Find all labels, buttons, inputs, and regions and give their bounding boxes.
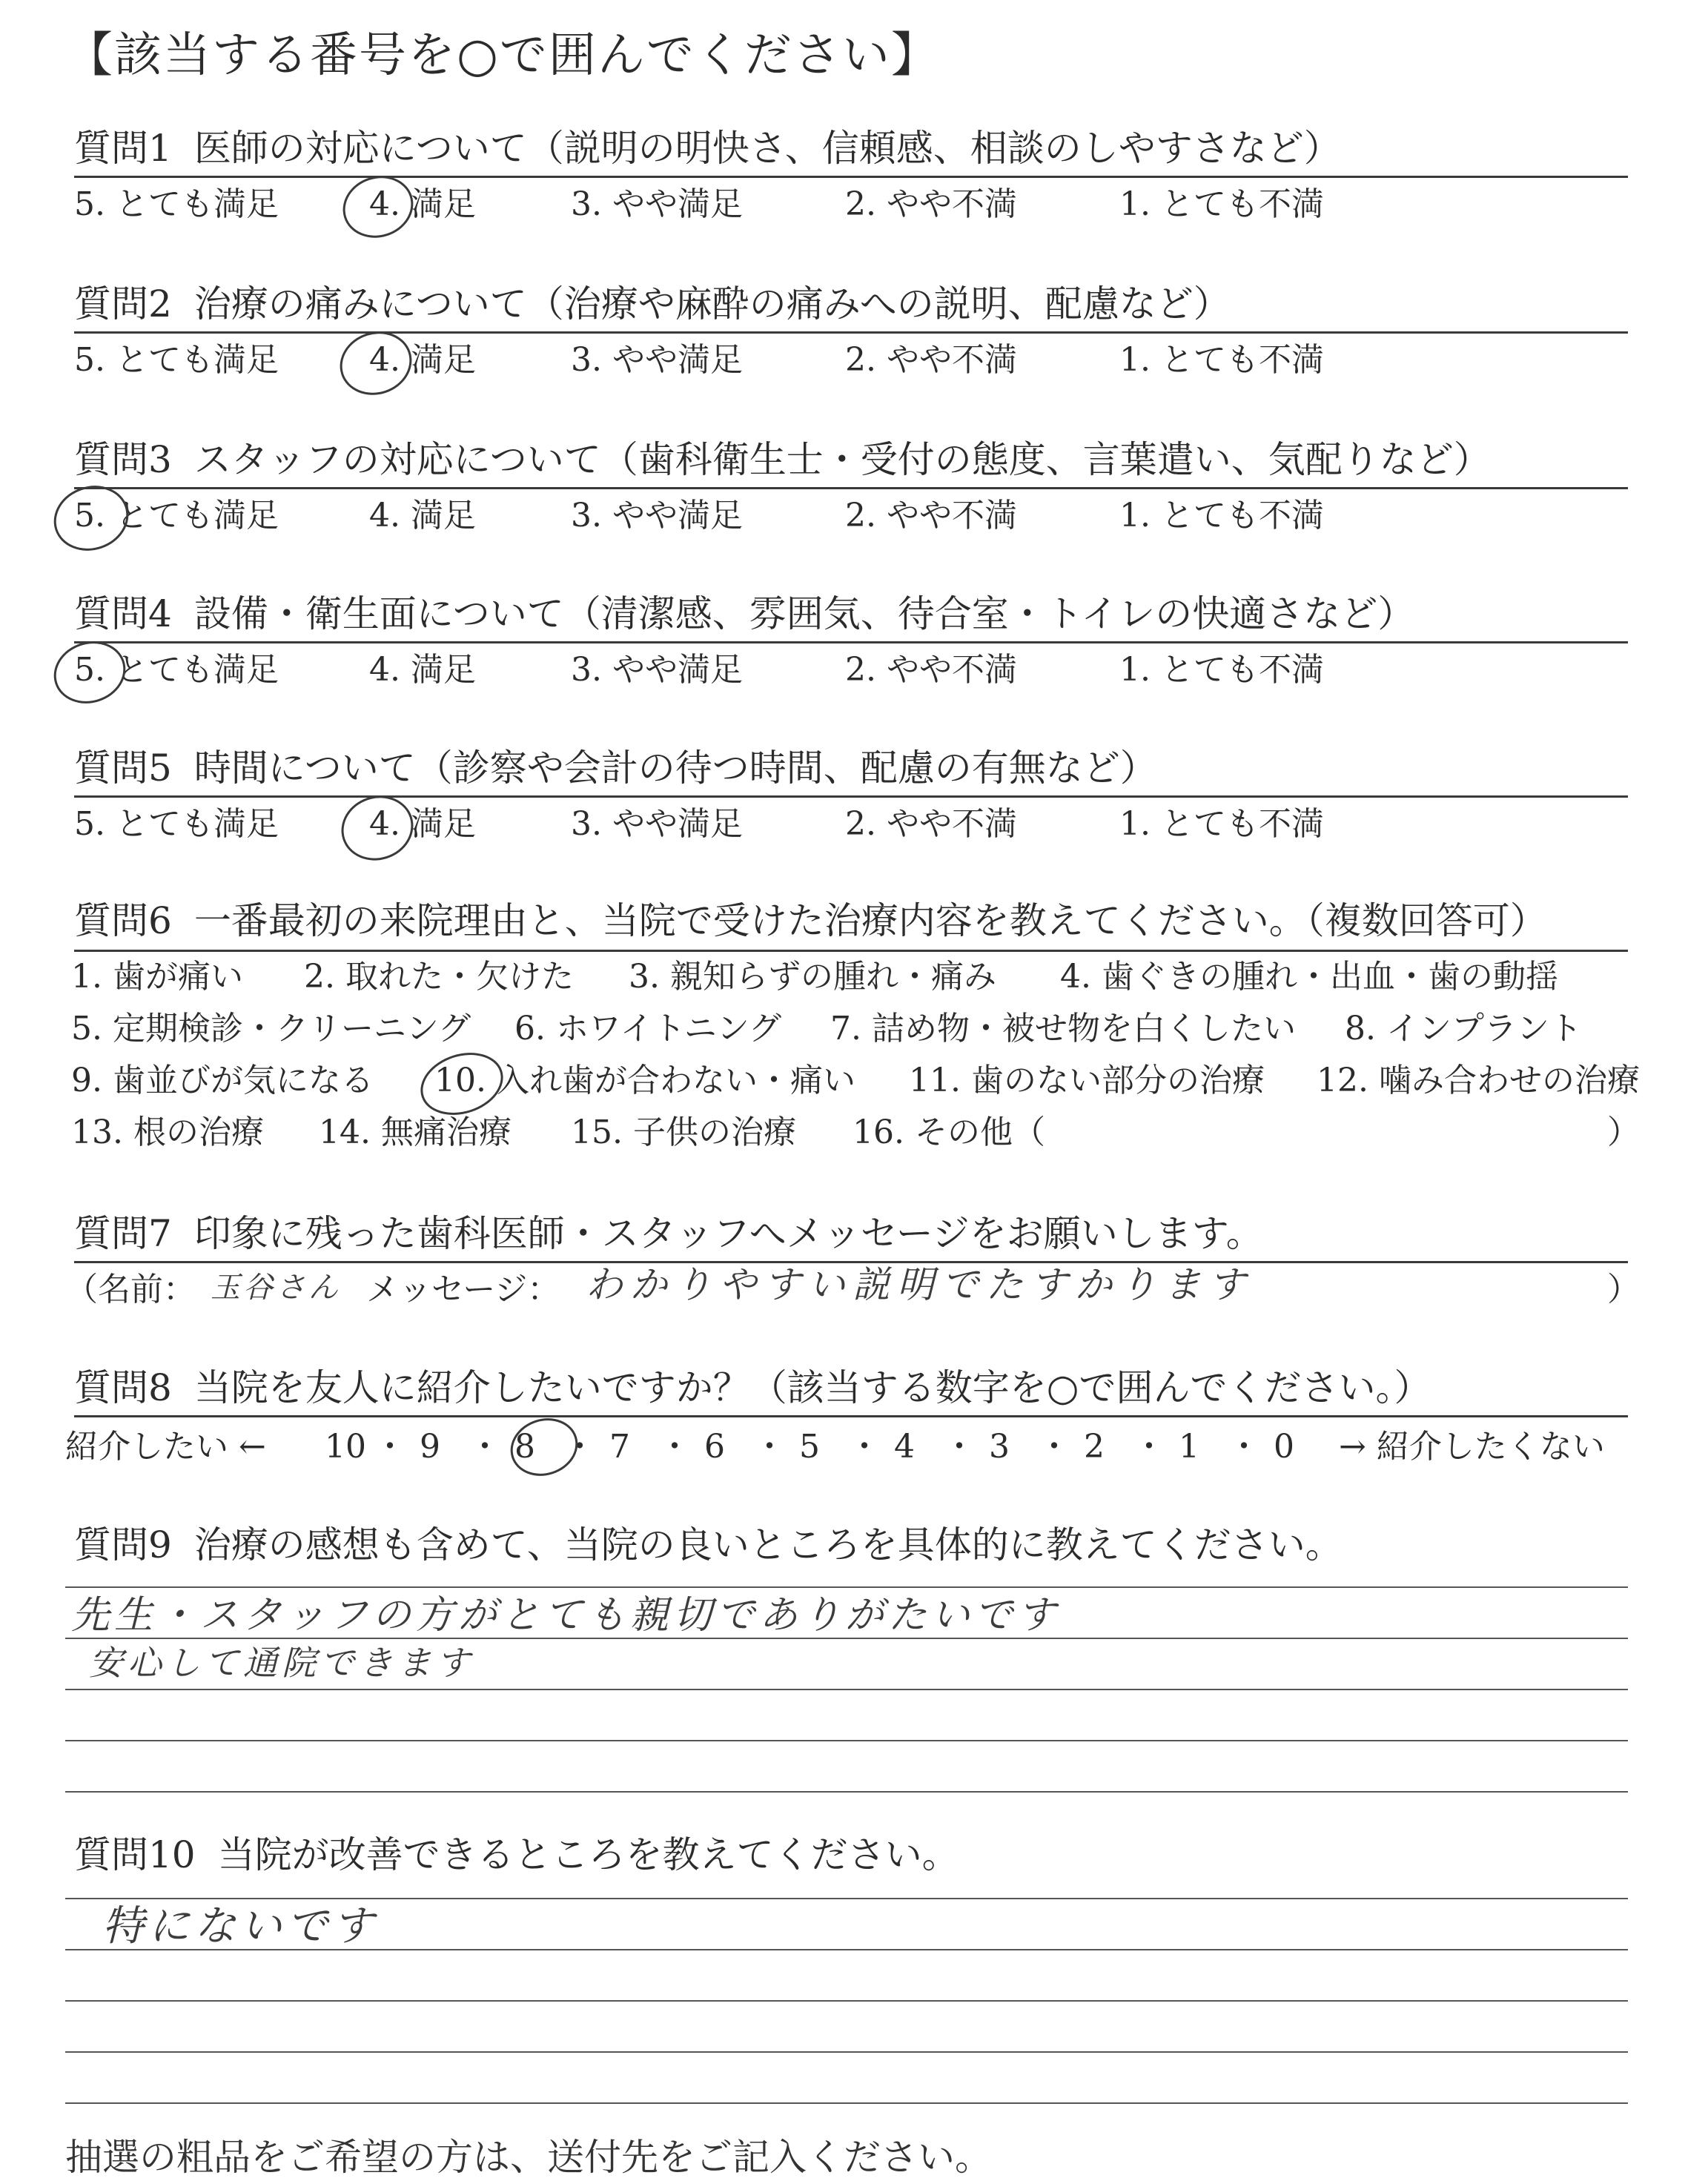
q4-option-1[interactable]: 1. とても不満 (1119, 651, 1324, 689)
q5-option-2[interactable]: 2. やや不満 (845, 805, 1017, 843)
question-5-heading (74, 744, 1157, 792)
q8-scale-separator: ・ (1133, 1428, 1165, 1466)
q8-scale-9[interactable]: 9 (420, 1428, 440, 1466)
question-4-heading (74, 590, 1414, 638)
question-8-rule (74, 1415, 1628, 1417)
q8-left-label: 紹介したい ← (65, 1428, 266, 1466)
question-5-text: 時間について（診察や会計の待つ時間、配慮の有無など） (193, 747, 1157, 790)
q6-option-8[interactable]: 8. インプラント (1345, 1010, 1582, 1048)
q9-answer-line-1 (65, 1586, 1628, 1588)
q5-option-1[interactable]: 1. とても不満 (1119, 805, 1324, 843)
question-1-text: 医師の対応について（説明の明快さ、信頼感、相談のしやすさなど） (193, 127, 1341, 170)
question-9-number: 質問9 (74, 1523, 172, 1566)
q5-selected-circle (333, 787, 422, 870)
q10-answer-text-1[interactable]: 特にないです (102, 1902, 378, 1950)
q6-option-1[interactable]: 1. 歯が痛い (71, 958, 243, 996)
q4-option-5[interactable]: 5. とても満足 (74, 651, 279, 689)
question-6-heading (74, 897, 1547, 944)
q3-option-5[interactable]: 5. とても満足 (74, 497, 279, 535)
q8-scale-separator: ・ (943, 1428, 976, 1466)
q6-option-12[interactable]: 12. 噛み合わせの治療 (1317, 1062, 1640, 1099)
question-8-number: 質問8 (74, 1366, 172, 1409)
question-4-text: 設備・衛生面について（清潔感、雰囲気、待合室・トイレの快適さなど） (193, 592, 1415, 635)
q5-option-5[interactable]: 5. とても満足 (74, 805, 279, 843)
question-7-text: 印象に残った歯科医師・スタッフへメッセージをお願いします。 (193, 1212, 1263, 1255)
q6-option-6[interactable]: 6. ホワイトニング (514, 1010, 782, 1048)
question-4-rule (74, 641, 1628, 643)
form-title: 【該当する番号を○で囲んでください】 (65, 28, 940, 83)
q6-option-4[interactable]: 4. 歯ぐきの腫れ・出血・歯の動揺 (1060, 958, 1558, 996)
q9-answer-line-5 (65, 1791, 1628, 1793)
q1-option-3[interactable]: 3. やや満足 (571, 185, 743, 223)
question-4-number: 質問4 (74, 592, 172, 635)
q8-scale-separator: ・ (563, 1428, 596, 1466)
q9-answer-line-4 (65, 1740, 1628, 1741)
question-2-text: 治療の痛みについて（治療や麻酔の痛みへの説明、配慮など） (193, 282, 1231, 325)
q8-scale-0[interactable]: 0 (1274, 1428, 1294, 1466)
question-3-text: スタッフの対応について（歯科衛生士・受付の態度、言葉遣い、気配りなど） (193, 438, 1491, 481)
q8-scale-separator: ・ (469, 1428, 501, 1466)
q8-right-label: → 紹介したくない (1339, 1428, 1605, 1466)
q8-scale-separator: ・ (1038, 1428, 1070, 1466)
q10-answer-line-1 (65, 1898, 1628, 1899)
q8-scale-10[interactable]: 10 (325, 1428, 366, 1466)
q8-scale-2[interactable]: 2 (1084, 1428, 1105, 1466)
question-1-rule (74, 176, 1628, 178)
q2-selected-circle (331, 322, 420, 404)
q1-option-4[interactable]: 4. 満足 (369, 185, 476, 223)
q5-option-3[interactable]: 3. やや満足 (571, 805, 743, 843)
q10-answer-line-4 (65, 2051, 1628, 2053)
footer-note: 抽選の粗品をご希望の方は、送付先をご記入ください。 (65, 2136, 992, 2179)
q6-option-10[interactable]: 10. 入れ歯が合わない・痛い (434, 1062, 855, 1099)
question-10-heading (74, 1831, 959, 1879)
q8-scale-4[interactable]: 4 (894, 1428, 915, 1466)
q8-scale-separator: ・ (658, 1428, 691, 1466)
q6-other-close-paren: ） (1607, 1113, 1640, 1151)
q6-option-5[interactable]: 5. 定期検診・クリーニング (71, 1010, 471, 1048)
q1-selected-circle (335, 167, 422, 247)
q6-option-2[interactable]: 2. 取れた・欠けた (304, 958, 574, 996)
q6-option-7[interactable]: 7. 詰め物・被せ物を白くしたい (830, 1010, 1296, 1048)
q8-scale-1[interactable]: 1 (1179, 1428, 1199, 1466)
question-7-number: 質問7 (74, 1212, 172, 1255)
q3-option-4[interactable]: 4. 満足 (369, 497, 476, 535)
q10-answer-line-5 (65, 2102, 1628, 2104)
question-2-rule (74, 331, 1628, 334)
q8-scale-7[interactable]: 7 (609, 1428, 630, 1466)
q8-scale-separator: ・ (374, 1428, 406, 1466)
q6-option-13[interactable]: 13. 根の治療 (71, 1113, 264, 1151)
q8-scale-separator: ・ (1228, 1428, 1260, 1466)
q7-message-label: メッセージ： (366, 1271, 560, 1308)
q8-scale-separator: ・ (848, 1428, 881, 1466)
q2-option-3[interactable]: 3. やや満足 (571, 341, 743, 379)
q8-scale-separator: ・ (753, 1428, 786, 1466)
question-2-number: 質問2 (74, 282, 172, 325)
q8-scale-3[interactable]: 3 (989, 1428, 1010, 1466)
q6-option-14[interactable]: 14. 無痛治療 (319, 1113, 512, 1151)
question-10-text: 当院が改善できるところを教えてください。 (217, 1833, 959, 1876)
q2-option-1[interactable]: 1. とても不満 (1119, 341, 1324, 379)
q10-answer-line-3 (65, 2000, 1628, 2002)
q2-option-5[interactable]: 5. とても満足 (74, 341, 279, 379)
q5-option-4[interactable]: 4. 満足 (369, 805, 476, 843)
q3-option-2[interactable]: 2. やや不満 (845, 497, 1017, 535)
q4-option-4[interactable]: 4. 満足 (369, 651, 476, 689)
question-2-heading (74, 280, 1231, 328)
question-7-heading (74, 1210, 1263, 1257)
q9-answer-line-3 (65, 1689, 1628, 1690)
question-5-number: 質問5 (74, 747, 172, 790)
q1-option-5[interactable]: 5. とても満足 (74, 185, 279, 223)
q7-name-label: （名前： (65, 1271, 196, 1308)
q1-option-1[interactable]: 1. とても不満 (1119, 185, 1324, 223)
question-9-heading (74, 1521, 1343, 1569)
q6-option-3[interactable]: 3. 親知らずの腫れ・痛み (629, 958, 996, 996)
question-10-number: 質問10 (74, 1833, 196, 1876)
q3-option-1[interactable]: 1. とても不満 (1119, 497, 1324, 535)
question-9-text: 治療の感想も含めて、当院の良いところを具体的に教えてください。 (193, 1523, 1343, 1566)
q6-option-15[interactable]: 15. 子供の治療 (571, 1113, 796, 1151)
q4-option-2[interactable]: 2. やや不満 (845, 651, 1017, 689)
q4-option-3[interactable]: 3. やや満足 (571, 651, 743, 689)
q6-option-11[interactable]: 11. 歯のない部分の治療 (909, 1062, 1265, 1099)
q8-scale-8[interactable]: 8 (514, 1428, 535, 1466)
question-6-text: 一番最初の来院理由と、当院で受けた治療内容を教えてください。（複数回答可） (193, 899, 1547, 942)
q7-name-value[interactable]: 玉谷さん (211, 1271, 341, 1305)
q8-selected-circle (503, 1410, 586, 1485)
q7-close-paren: ） (1607, 1271, 1640, 1308)
question-3-rule (74, 487, 1628, 489)
q8-scale-6[interactable]: 6 (704, 1428, 725, 1466)
q6-option-16[interactable]: 16. その他（ (853, 1113, 1045, 1151)
q9-answer-text-1[interactable]: 先生・スタッフの方がとても親切でありがたいです (71, 1593, 1061, 1638)
question-8-text: 当院を友人に紹介したいですか？（該当する数字を○で囲んでください。） (193, 1366, 1431, 1409)
q1-option-2[interactable]: 2. やや不満 (845, 185, 1017, 223)
q7-message-value[interactable]: わかりやすい説明でたすかります (586, 1263, 1253, 1306)
question-3-number: 質問3 (74, 438, 172, 481)
q4-selected-circle (46, 632, 134, 712)
question-6-number: 質問6 (74, 899, 172, 942)
question-1-number: 質問1 (74, 127, 172, 170)
question-8-heading (74, 1364, 1431, 1411)
question-6-rule (74, 950, 1628, 952)
q9-answer-text-2[interactable]: 安心して通院できます (89, 1643, 474, 1683)
q8-scale-5[interactable]: 5 (799, 1428, 820, 1466)
q2-option-2[interactable]: 2. やや不満 (845, 341, 1017, 379)
question-5-rule (74, 795, 1628, 798)
q6-option-9[interactable]: 9. 歯並びが気になる (71, 1062, 374, 1099)
question-1-heading (74, 125, 1341, 172)
q3-option-3[interactable]: 3. やや満足 (571, 497, 743, 535)
question-3-heading (74, 436, 1491, 483)
q2-option-4[interactable]: 4. 満足 (369, 341, 476, 379)
